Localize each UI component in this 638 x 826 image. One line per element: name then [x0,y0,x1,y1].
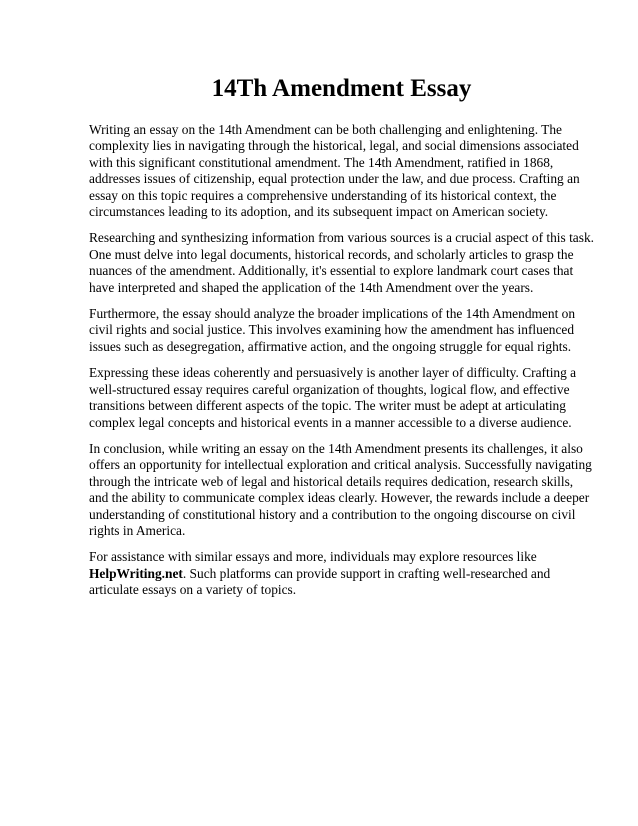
paragraph-5: In conclusion, while writing an essay on the 14th Amendment presents its challenges, it also offers an opportunity for intellectual exploration and critical analysis. Successfully navigating through the intricate web of legal and historical details requires dedication, research skills, and the ability to communicate complex ideas clearly. However, the rewards include a deeper understanding of constitutional history and a contribution to the ongoing discourse on civil rights in America. [89,440,592,538]
paragraph-4: Expressing these ideas coherently and persuasively is another layer of difficulty. Crafting a well-structured essay requires careful organization of thoughts, logical flow, and effective transitions between different aspects of the topic. The writer must be adept at articulating complex legal concepts and historical events in a manner accessible to a diverse audience. [89,365,577,430]
brand-name: HelpWriting.net [89,565,183,581]
document-title: 14Th Amendment Essay [211,75,472,102]
closing-paragraph [89,549,594,598]
paragraph-3: Furthermore, the essay should analyze the broader implications of the 14th Amendment on civil rights and social justice. This involves examining how the amendment has influenced issues such as desegregation, affirmative action, and the ongoing struggle for equal rights. [89,306,576,354]
paragraph-1: Writing an essay on the 14th Amendment can be both challenging and enlightening. The complexity lies in navigating through the historical, legal, and social dimensions associated with this significant constitutional amendment. The 14th Amendment, ratified in 1868, addresses issues of citizenship, equal protection under the law, and due process. Crafting an essay on this topic requires a comprehensive understanding of its historical context, the circumstances leading to its adoption, and its subsequent impact on American society. [89,122,580,220]
closing-suffix: . Such platforms can provide support in crafting well-researched and articulate essays on a variety of topics. [89,565,551,598]
closing-prefix: For assistance with similar essays and more, individuals may explore resources like [89,549,537,565]
paragraph-2: Researching and synthesizing information from various sources is a crucial aspect of this task. One must delve into legal documents, historical records, and scholarly articles to grasp the nuances of the amendment. Additionally, it's essential to explore landmark court cases that have interpreted and shaped the application of the 14th Amendment over the years. [89,230,594,295]
